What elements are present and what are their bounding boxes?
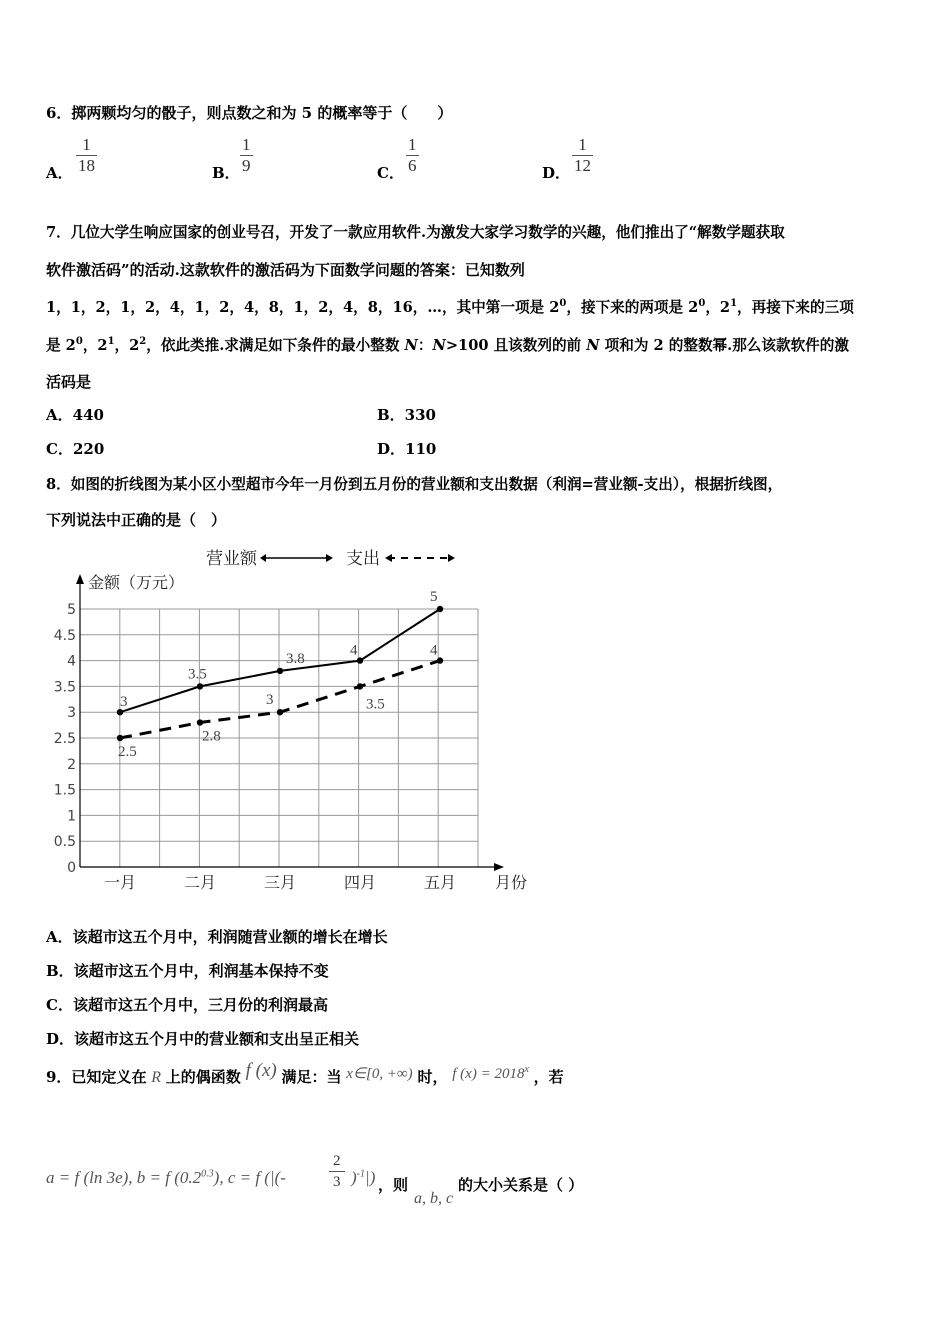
q6-option-d-label[interactable]: D． xyxy=(542,164,571,182)
x-axis-arrow xyxy=(494,863,504,871)
y-axis-arrow xyxy=(76,574,84,584)
q8-line-2: 下列说法中正确的是（ ） xyxy=(46,511,227,529)
q7-option-d[interactable]: D．110 xyxy=(377,440,437,458)
q7-line-4: 是 $2^0$，$2^1$，$2^2$，依此类推.求满足如下条件的最小整数 N：N>100 且该数列的前 N 项和为 2 的整数幂.那么该款软件的激 xyxy=(46,336,849,354)
x-tick-label: 五月 xyxy=(423,873,457,892)
y-tick-label: 0.5 xyxy=(53,834,76,851)
q8-option-b[interactable]: B．该超市这五个月中，利润基本保持不变 xyxy=(46,962,329,980)
data-label: 4 xyxy=(430,642,438,659)
data-point xyxy=(277,668,283,674)
y-tick-label: 2 xyxy=(67,756,76,773)
y-axis-label: 金额（万元） xyxy=(88,573,185,592)
y-tick-label: 2.5 xyxy=(53,731,76,747)
q8-line-1: 8．如图的折线图为某小区小型超市今年一月份到五月份的营业额和支出数据（利润=营业额-支出），根据折线图， xyxy=(46,476,783,493)
y-tick-label: 5 xyxy=(67,602,76,618)
data-label: 3.5 xyxy=(188,666,207,683)
q6-option-a-label[interactable]: A． xyxy=(46,164,73,182)
y-tick-label: 1.5 xyxy=(53,782,76,799)
y-tick-label: 0 xyxy=(67,860,76,876)
chart-axes xyxy=(54,573,527,892)
legend-arrow xyxy=(326,554,333,562)
q8-option-a[interactable]: A．该超市这五个月中，利润随营业额的增长在增长 xyxy=(46,928,388,946)
y-tick-label: 4 xyxy=(67,653,76,670)
legend-arrow xyxy=(448,554,455,562)
q6-stem: 6．掷两颗均匀的骰子，则点数之和为 5 的概率等于（ ） xyxy=(46,104,453,122)
data-point xyxy=(277,709,283,715)
q9-line-1: 9．已知定义在 R 上的偶函数 f (x) 满足：当 x∈[0, +∞) 时， f $(x) = 2018^x$ ，若 xyxy=(46,1060,564,1086)
q6-option-a-fraction: 1 18 xyxy=(78,135,95,175)
q6-option-c-fraction: 1 6 xyxy=(408,135,417,175)
legend-label-revenue: 营业额 xyxy=(206,549,257,569)
data-label: 4 xyxy=(350,642,358,659)
x-axis-label: 月份 xyxy=(495,873,528,892)
q7-line-1: 7．几位大学生响应国家的创业号召，开发了一款应用软件.为激发大家学习数学的兴趣，他们推出了“解数学题获取 xyxy=(46,224,785,241)
q7-option-a[interactable]: A．440 xyxy=(46,406,104,424)
y-tick-label: 4.5 xyxy=(53,627,76,644)
data-label: 3 xyxy=(266,692,274,709)
q7-line-2: 软件激活码”的活动.这款软件的激活码为下面数学问题的答案：已知数列 xyxy=(46,261,525,279)
x-tick-label: 三月 xyxy=(263,873,297,892)
q7-option-c[interactable]: C．220 xyxy=(46,440,105,458)
chart-series xyxy=(117,606,443,741)
legend-arrow xyxy=(260,554,266,562)
x-tick-label: 四月 xyxy=(343,873,377,892)
data-point xyxy=(437,606,443,612)
data-point xyxy=(117,735,123,741)
data-label: 3.5 xyxy=(366,696,385,713)
chart-grid xyxy=(80,609,478,867)
data-point xyxy=(357,657,363,663)
q6-option-b-label[interactable]: B． xyxy=(212,164,240,182)
x-tick-label: 一月 xyxy=(103,873,137,892)
line-chart xyxy=(40,540,540,895)
q9-fraction: 2 3 xyxy=(331,1152,343,1191)
y-tick-label: 3.5 xyxy=(53,679,76,696)
q8-option-d[interactable]: D．该超市这五个月中的营业额和支出呈正相关 xyxy=(46,1030,360,1048)
q8-option-c[interactable]: C．该超市这五个月中，三月份的利润最高 xyxy=(46,996,328,1014)
data-label: 3.8 xyxy=(286,650,305,667)
q7-line-3: 1，1，2，1，2，4，1，2，4，8，1，2，4，8，16，…，其中第一项是 $2^0$，接下来的两项是 $2^0$，$2^1$，再接下来的三项 xyxy=(46,298,854,316)
data-label: 3 xyxy=(120,694,128,711)
q6-option-b-fraction: 1 9 xyxy=(242,135,251,175)
q6-option-d-fraction: 1 12 xyxy=(574,135,591,175)
data-point xyxy=(197,719,203,725)
legend-arrow xyxy=(385,554,392,562)
y-tick-label: 1 xyxy=(67,808,76,825)
q6-option-c-label[interactable]: C． xyxy=(377,164,404,182)
data-point xyxy=(437,657,443,663)
data-label: 5 xyxy=(430,589,438,605)
q7-line-5: 活码是 xyxy=(46,373,92,391)
data-point xyxy=(197,683,203,689)
q7-option-b[interactable]: B．330 xyxy=(377,406,436,424)
legend-label-expense: 支出 xyxy=(346,549,380,569)
y-tick-label: 3 xyxy=(67,705,76,722)
x-tick-label: 二月 xyxy=(183,873,217,892)
data-point xyxy=(357,683,363,689)
data-label: 2.5 xyxy=(118,744,137,760)
data-label: 2.8 xyxy=(202,728,221,745)
